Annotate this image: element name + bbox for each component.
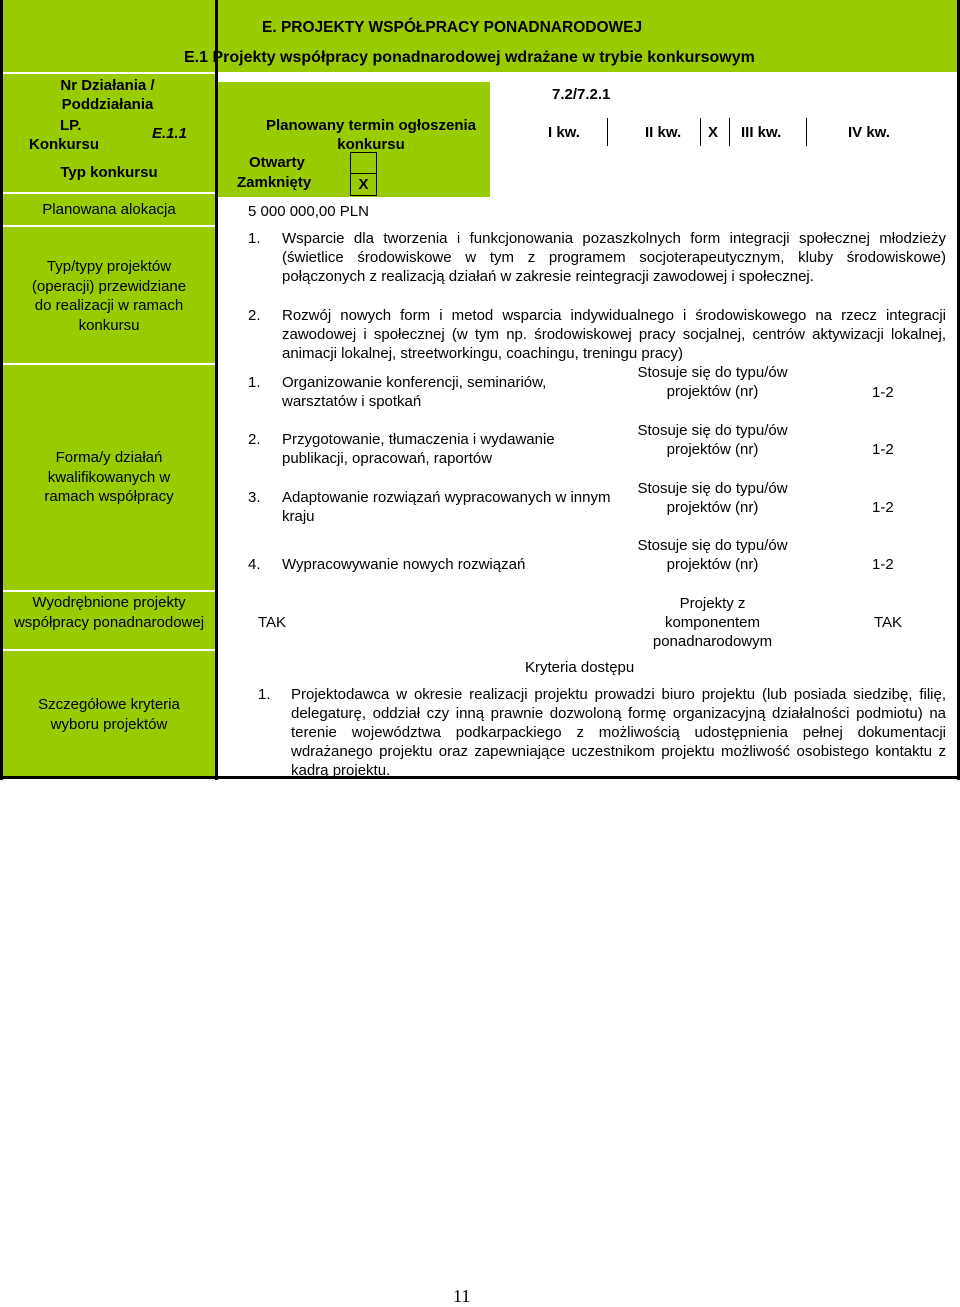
lp-value: E.1.1 xyxy=(152,125,188,142)
typ-2-num: 2. xyxy=(248,307,261,324)
quarter-4-label: IV kw. xyxy=(848,124,890,141)
label-wyodrebnione: Wyodrębnione projekty współpracy ponadnarodowej xyxy=(13,594,205,631)
left-divider xyxy=(3,363,215,365)
label-lp: LP. xyxy=(60,117,82,134)
label-nr-dzialania: Nr Działania / Poddziałania xyxy=(60,77,155,113)
left-spacer xyxy=(3,115,215,116)
left-divider xyxy=(3,192,215,194)
kryterium-1-num: 1. xyxy=(258,686,271,703)
label-typy-projektow: Typ/typy projektów (operacji) przewidziane do realizacji w ramach konkursu xyxy=(31,258,187,334)
kryteria-heading: Kryteria dostępu xyxy=(525,659,635,676)
forma-1-text: Organizowanie konferencji, seminariów, warsztatów i spotkań xyxy=(282,374,547,410)
label-formy-dzialan: Forma/y działań kwalifikowanych w ramach współpracy xyxy=(44,449,174,505)
wyodrebnione-value-right: TAK xyxy=(874,614,903,631)
forma-1-value: 1-2 xyxy=(872,384,894,401)
left-divider xyxy=(3,72,215,74)
quarters-row xyxy=(538,118,941,146)
forma-2-num: 2. xyxy=(248,431,261,448)
typ-1-num: 1. xyxy=(248,230,261,247)
wyodrebnione-middle: Projekty z komponentem ponadnarodowym xyxy=(652,595,773,650)
quarter-divider xyxy=(700,118,701,146)
label-kryteria: Szczegółowe kryteria wyboru projektów xyxy=(38,696,180,733)
alokacja-value: 5 000 000,00 PLN xyxy=(248,203,369,220)
left-divider xyxy=(3,225,215,227)
forma-2-applies: Stosuje się do typu/ów projektów (nr) xyxy=(637,422,788,458)
label-planowana-alokacja: Planowana alokacja xyxy=(42,201,176,218)
typ-2-text: Rozwój nowych form i metod wsparcia indywidualnego i środowiskowego na rzecz integracji zawodowej i społecznej (w tym np. środowiskowej pracy socjalnej, centrów aktywizacji lokalnej, animacji lokalnej, streetworkingu, coachingu, treningu pracy) xyxy=(282,307,946,362)
forma-3-value: 1-2 xyxy=(872,499,894,516)
section-subtitle: E.1 Projekty współpracy ponadnarodowej wdrażane w trybie konkursowym xyxy=(184,49,755,66)
label-konkursu: Konkursu xyxy=(29,136,100,153)
otwarty-checkbox[interactable] xyxy=(350,152,377,174)
left-label-column xyxy=(3,0,215,778)
quarter-2-label: II kw. xyxy=(645,124,682,141)
termin-label: Planowany termin ogłoszenia konkursu xyxy=(265,117,477,153)
forma-1-applies: Stosuje się do typu/ów projektów (nr) xyxy=(637,364,788,400)
forma-3-applies: Stosuje się do typu/ów projektów (nr) xyxy=(637,480,788,516)
kryterium-1-text: Projektodawca w okresie realizacji projektu prowadzi biuro projektu (lub posiada siedzibę, filię, delegaturę, oddział czy inną prawnie dozwoloną formę organizacyjną działalności podmiotu) na terenie województwa podkarpackiego z możliwością udostępnienia pełnej dokumentacji wdrażanego projektu oraz zapewniające uczestnikom projektu możliwość osobistego kontaktu z kadrą projektu. xyxy=(291,686,946,779)
typ-1-text: Wsparcie dla tworzenia i funkcjonowania pozaszkolnych form integracji społecznej młodzieży (świetlice środowiskowe w tym z programem socjoterapeutycznym, kluby środowiskowe) połączonych z realizacją działań w zakresie reintegracji zawodowej i społecznej. xyxy=(282,230,946,285)
forma-1-num: 1. xyxy=(248,374,261,391)
left-divider xyxy=(3,649,215,651)
forma-4-value: 1-2 xyxy=(872,556,894,573)
quarter-divider xyxy=(607,118,608,146)
zamkniety-checkbox[interactable]: X xyxy=(350,173,377,196)
page-number: 11 xyxy=(453,1286,471,1306)
forma-3-text: Adaptowanie rozwiązań wypracowanych w innym kraju xyxy=(282,489,611,525)
quarter-2-mark: X xyxy=(708,124,719,141)
quarter-3-label: III kw. xyxy=(741,124,782,141)
quarter-1-label: I kw. xyxy=(548,124,580,141)
forma-2-text: Przygotowanie, tłumaczenia i wydawanie publikacji, opracowań, raportów xyxy=(282,431,555,467)
zamkniety-label: Zamknięty xyxy=(237,174,312,191)
label-typ-konkursu: Typ konkursu xyxy=(60,164,158,181)
forma-4-text: Wypracowywanie nowych rozwiązań xyxy=(282,556,526,573)
wyodrebnione-value-left: TAK xyxy=(258,614,287,631)
forma-3-num: 3. xyxy=(248,489,261,506)
left-divider xyxy=(3,590,215,592)
dzialanie-value: 7.2/7.2.1 xyxy=(552,86,611,103)
forma-4-num: 4. xyxy=(248,556,261,573)
forma-4-applies: Stosuje się do typu/ów projektów (nr) xyxy=(637,537,788,573)
quarter-divider xyxy=(729,118,730,146)
otwarty-label: Otwarty xyxy=(249,154,305,171)
section-title: E. PROJEKTY WSPÓŁPRACY PONADNARODOWEJ xyxy=(262,19,643,36)
forma-2-value: 1-2 xyxy=(872,441,894,458)
quarter-divider xyxy=(806,118,807,146)
